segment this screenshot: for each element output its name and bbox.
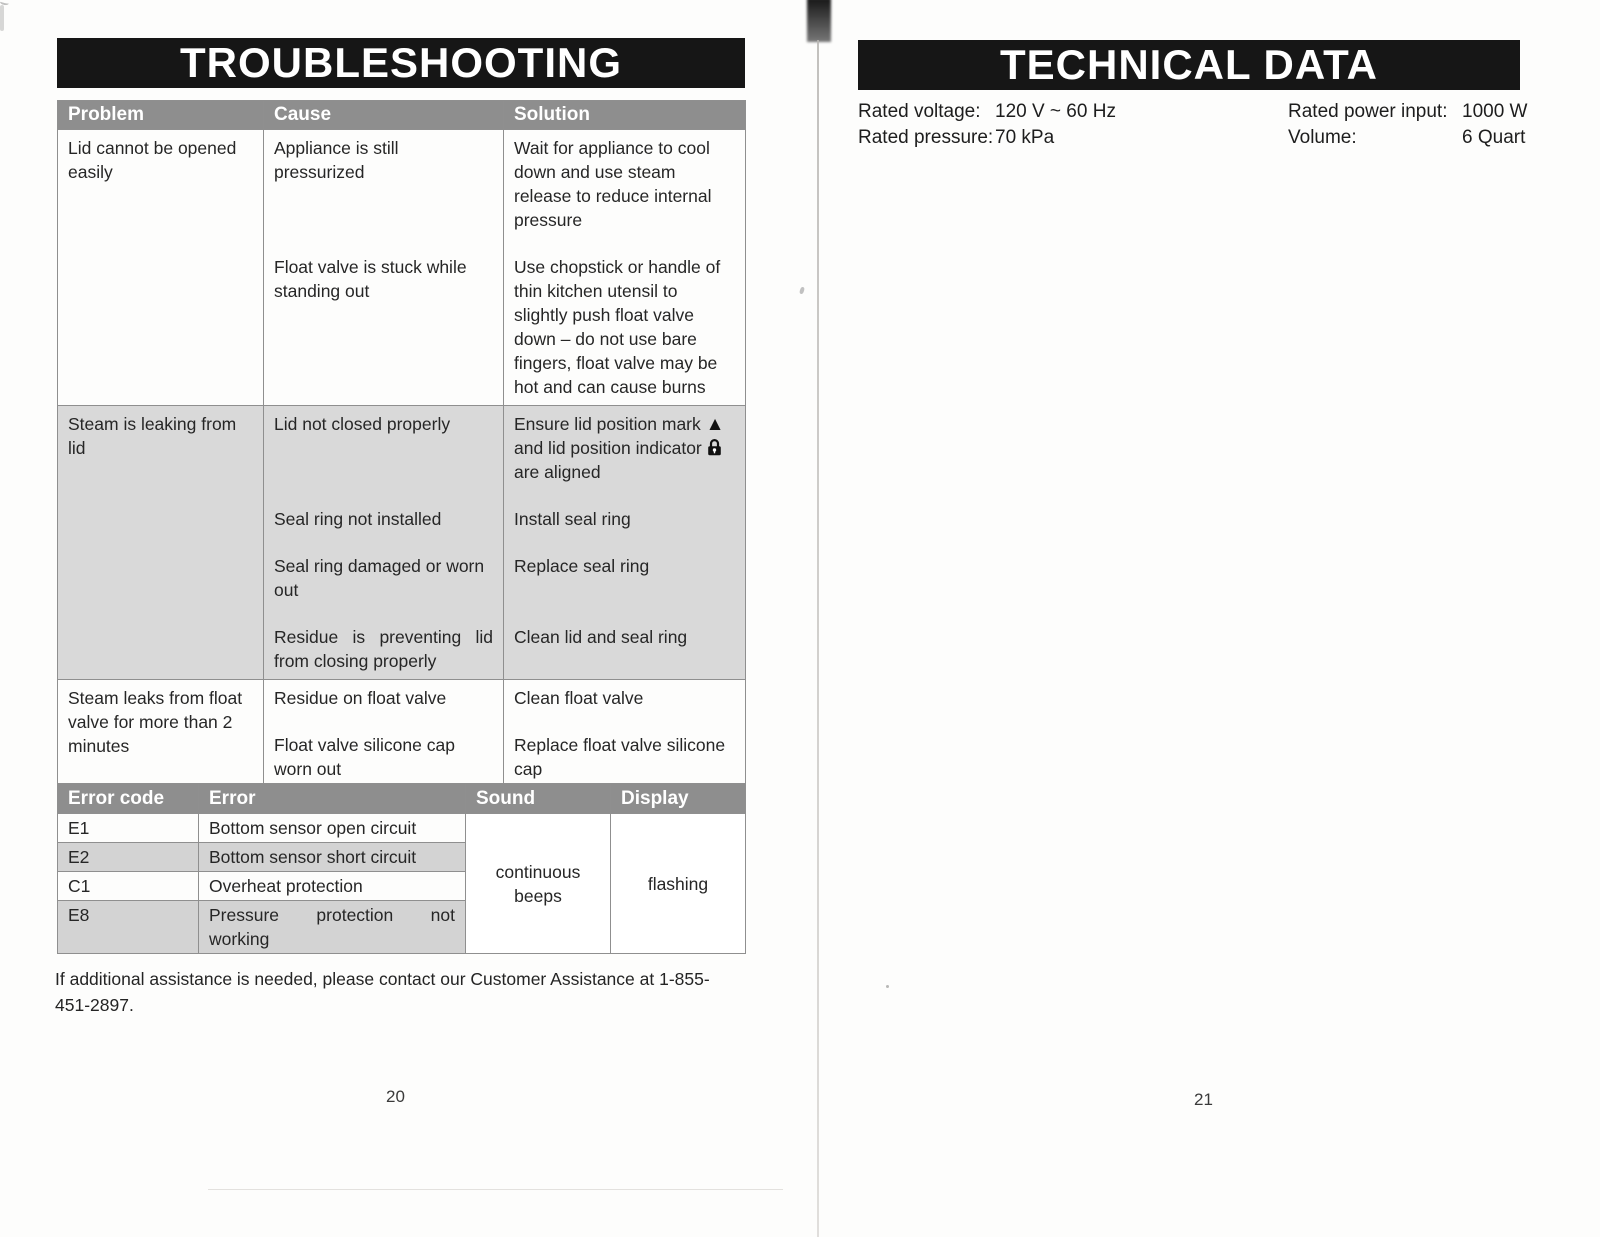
error-cell: Pressure protection not working	[199, 901, 466, 954]
cause-text: Seal ring damaged or worn out	[274, 556, 485, 600]
troubleshooting-title-bar	[57, 38, 745, 88]
cause-cell	[264, 680, 504, 788]
solution-cell	[504, 406, 746, 680]
scan-artifact	[886, 985, 889, 988]
page-title: TECHNICAL DATA	[1000, 41, 1378, 88]
scan-edge-artifact	[0, 5, 4, 31]
problem-cell	[58, 406, 264, 680]
cause-cell	[264, 130, 504, 406]
table-header-row	[58, 101, 746, 130]
col-header-display: Display	[611, 784, 746, 814]
technical-data-title-bar	[858, 40, 1520, 90]
page-spine-line	[817, 40, 819, 1237]
problem-text: Steam is leaking from lid	[68, 414, 237, 458]
solution-cell	[504, 130, 746, 406]
table-row	[58, 130, 746, 406]
col-header-solution: Solution	[504, 101, 746, 130]
spec-label: Rated voltage:	[858, 101, 981, 122]
spec-value: 120 V ~ 60 Hz	[995, 101, 1116, 122]
cause-text: Appliance is still pressurized	[274, 138, 399, 182]
table-row	[58, 680, 746, 788]
cause-text: Lid not closed properly	[274, 414, 451, 434]
error-code-cell: E1	[58, 814, 199, 843]
page-title: TROUBLESHOOTING	[180, 39, 622, 86]
col-header-sound: Sound	[466, 784, 611, 814]
sound-cell: continuous beeps	[466, 814, 611, 954]
solution-text-part: Ensure lid position mark	[514, 414, 701, 434]
solution-text: Use chopstick or handle of thin kitchen utensil to slightly push float valve down – do not use bare fingers, float valve may be hot and can cause burns	[514, 257, 721, 397]
customer-assistance-note: If additional assistance is needed, please contact our Customer Assistance at 1-855-451-2897.	[55, 969, 710, 1015]
solution-text-part: are aligned	[514, 462, 601, 482]
spec-value: 70 kPa	[995, 127, 1055, 148]
problem-cell	[58, 680, 264, 788]
lock-icon	[707, 438, 722, 456]
display-cell: flashing	[611, 814, 746, 954]
cause-text: Float valve silicone cap worn out	[274, 735, 455, 779]
cause-text: Residue is preventing lid from closing properly	[274, 627, 493, 671]
solution-text: Replace float valve silicone cap	[514, 735, 726, 779]
error-cell: Bottom sensor short circuit	[199, 843, 466, 872]
troubleshooting-table	[57, 100, 746, 788]
solution-cell	[504, 680, 746, 788]
cause-text: Seal ring not installed	[274, 509, 442, 529]
spec-value: 6 Quart	[1462, 127, 1526, 148]
error-code-cell: E8	[58, 901, 199, 954]
spec-row	[858, 127, 1054, 149]
cause-text: Float valve is stuck while standing out	[274, 257, 467, 301]
error-cell: Bottom sensor open circuit	[199, 814, 466, 843]
spec-row	[858, 101, 1116, 123]
col-header-cause: Cause	[264, 101, 504, 130]
col-header-problem: Problem	[58, 101, 264, 130]
solution-text	[514, 412, 735, 484]
table-header-row	[58, 784, 746, 814]
problem-text: Steam leaks from float valve for more than 2 minutes	[68, 688, 243, 756]
page-spine-shadow	[807, 0, 831, 42]
scan-artifact	[208, 1189, 783, 1190]
spec-label: Rated power input:	[1288, 101, 1448, 122]
solution-text: Replace seal ring	[514, 556, 650, 576]
cause-cell	[264, 406, 504, 680]
page-number-right: 21	[1194, 1090, 1213, 1109]
spec-row	[1288, 101, 1527, 123]
spec-label: Volume:	[1288, 127, 1357, 148]
spec-label: Rated pressure:	[858, 127, 994, 148]
spec-row	[1288, 127, 1525, 149]
solution-text: Wait for appliance to cool down and use steam release to reduce internal pressure	[514, 138, 712, 230]
cause-text: Residue on float valve	[274, 688, 447, 708]
page-number-left: 20	[386, 1087, 405, 1106]
error-cell: Overheat protection	[199, 872, 466, 901]
solution-text: Install seal ring	[514, 509, 631, 529]
error-code-cell: E2	[58, 843, 199, 872]
spec-value: 1000 W	[1462, 101, 1528, 122]
col-header-error: Error	[199, 784, 466, 814]
error-code-cell: C1	[58, 872, 199, 901]
scan-artifact	[799, 287, 805, 295]
table-row	[58, 814, 746, 843]
solution-text: Clean lid and seal ring	[514, 627, 688, 647]
table-row	[58, 406, 746, 680]
error-code-table	[57, 783, 746, 954]
lid-position-mark-icon: ▲	[705, 414, 725, 435]
solution-text: Clean float valve	[514, 688, 644, 708]
solution-text-part: and lid position indicator	[514, 438, 702, 458]
col-header-error-code: Error code	[58, 784, 199, 814]
problem-text: Lid cannot be opened easily	[68, 138, 237, 182]
problem-cell	[58, 130, 264, 406]
